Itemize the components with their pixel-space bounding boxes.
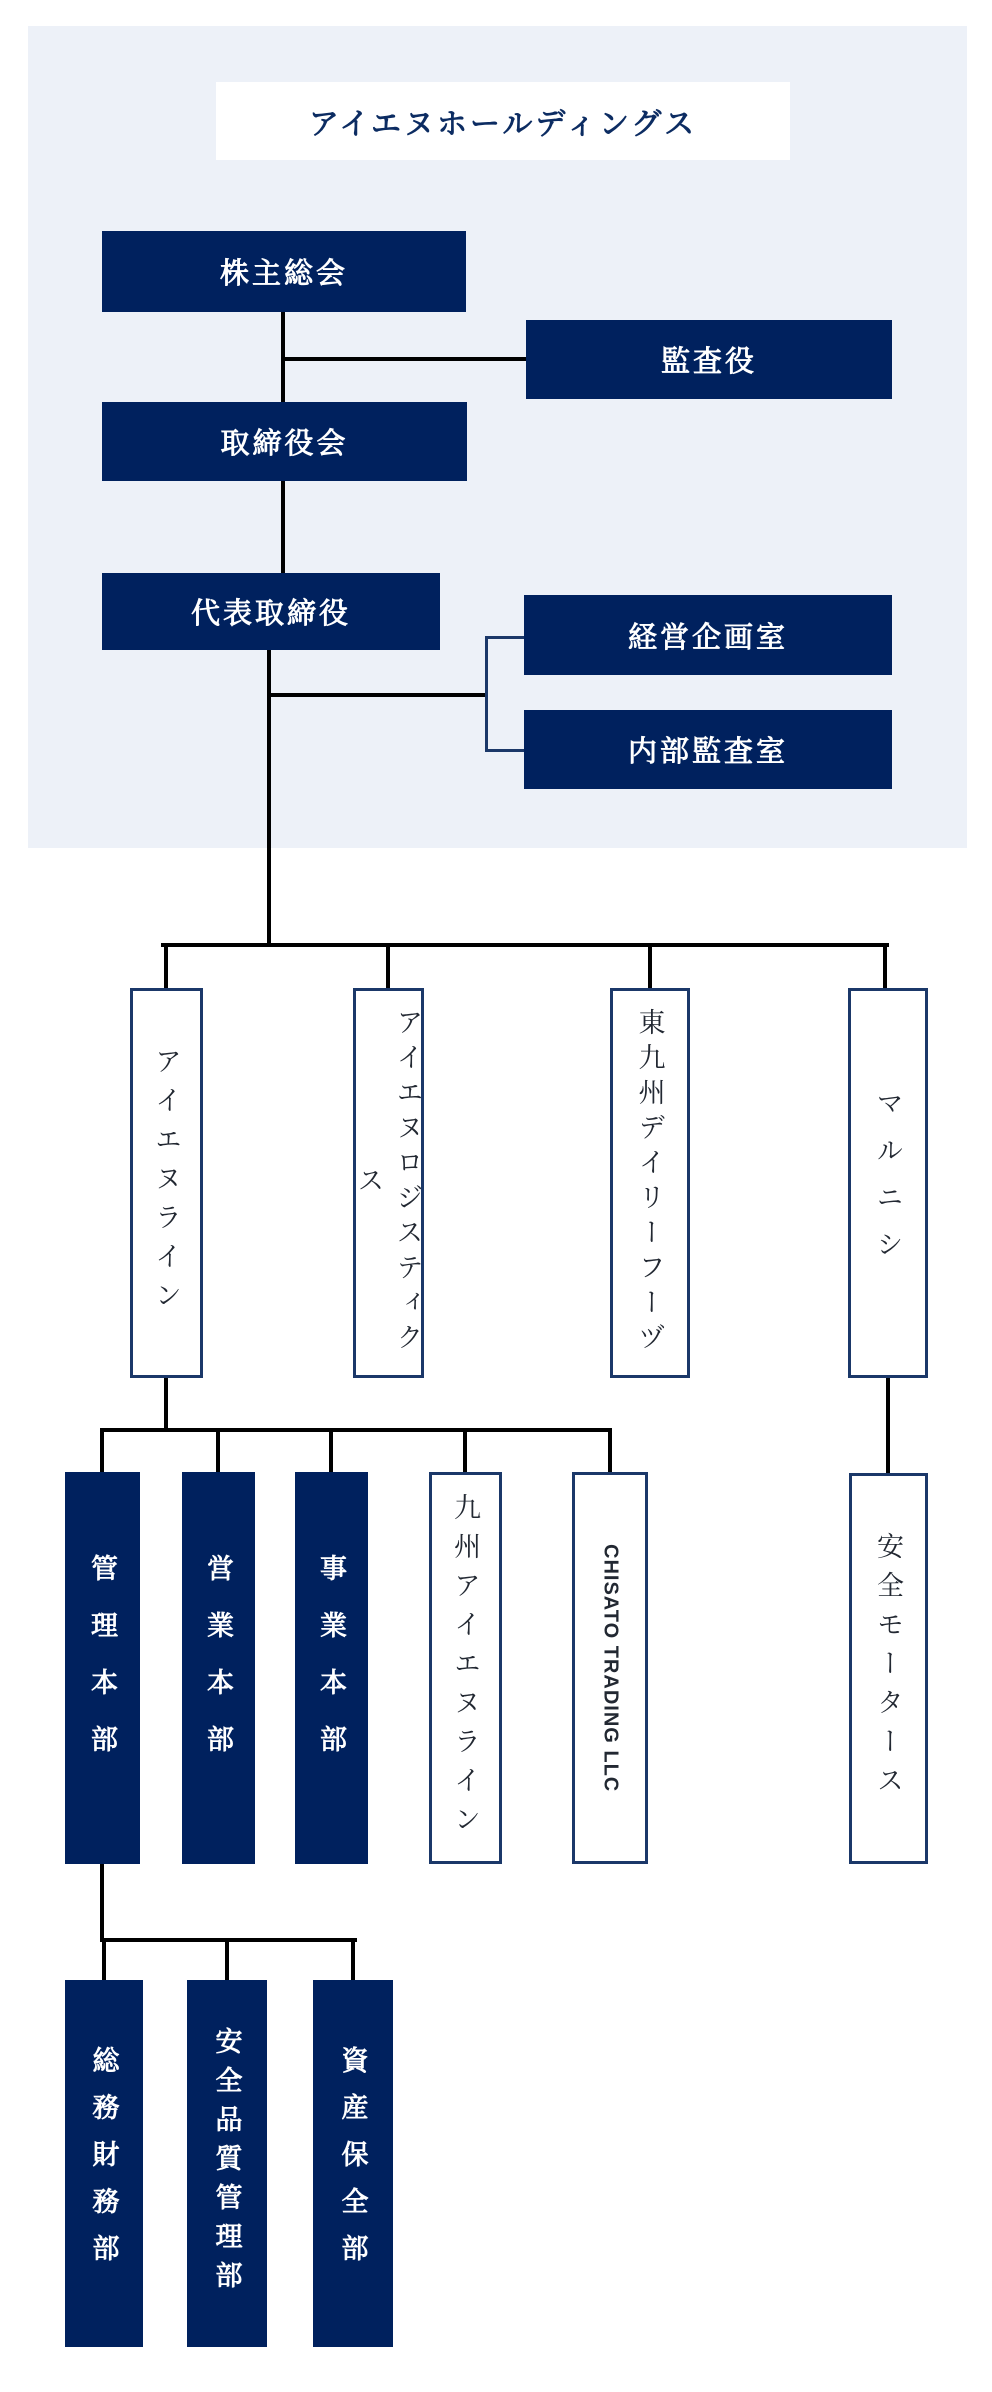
connector-auditor-branch: [283, 357, 526, 361]
connector-admin-trunk: [100, 1864, 104, 1940]
connector-drop: [216, 1432, 220, 1472]
in-line-label: アイエヌライン: [151, 1046, 181, 1320]
asset-preservation-dept-label: 資産保全部: [337, 2046, 368, 2281]
connector-offices-branch: [269, 693, 487, 697]
anzen-motors-label: 安全モータース: [873, 1532, 903, 1805]
org-node-representative-director: [102, 573, 440, 650]
company-title: [216, 82, 790, 160]
in-logistics-label: アイエヌロジスティクス: [353, 1008, 423, 1358]
kyushu-in-line-label: 九州アイエヌライン: [450, 1492, 480, 1844]
org-node-internal-audit-office: [524, 710, 892, 789]
auditor-label: 監査役: [660, 346, 757, 378]
connector-subsidiaries-rail: [161, 943, 889, 947]
connector-drop: [329, 1432, 333, 1472]
org-node-admin-division: [65, 1472, 140, 1864]
board-of-directors-label: 取締役会: [220, 428, 349, 460]
org-node-in-logistics: [353, 988, 424, 1378]
connector-inline-trunk: [164, 1378, 168, 1430]
connector-drop: [102, 1942, 106, 1980]
org-node-general-affairs-finance-dept: [65, 1980, 143, 2347]
org-node-shareholders-meeting: [102, 231, 466, 312]
org-node-kyushu-in-line: [429, 1472, 502, 1864]
bracket-offices-vertical: [485, 636, 488, 752]
internal-audit-office-label: 内部監査室: [627, 736, 788, 768]
bracket-planning-stub: [485, 636, 524, 639]
connector-divisions-rail: [100, 1428, 612, 1432]
connector-drop: [608, 1432, 612, 1472]
higashi-kyushu-daily-foods-label: 東九州デイリーフーヅ: [634, 1008, 665, 1358]
connector-drop: [351, 1942, 355, 1980]
sales-division-label: 営業本部: [203, 1554, 233, 1782]
shareholders-meeting-label: 株主総会: [219, 258, 348, 290]
connector-drop: [883, 947, 887, 988]
connector-board-representative: [281, 481, 285, 573]
org-node-marunishi: [848, 988, 928, 1378]
org-node-business-division: [295, 1472, 368, 1864]
bracket-audit-stub: [485, 749, 524, 752]
connector-drop: [648, 947, 652, 988]
connector-marunishi-child: [886, 1378, 890, 1473]
org-node-auditor: [526, 320, 892, 399]
org-node-board-of-directors: [102, 402, 467, 481]
connector-drop: [386, 947, 390, 988]
org-node-sales-division: [182, 1472, 255, 1864]
connector-drop: [164, 947, 168, 988]
org-node-in-line: [130, 988, 203, 1378]
org-node-higashi-kyushu-daily-foods: [610, 988, 690, 1378]
corporate-planning-office-label: 経営企画室: [627, 621, 788, 654]
general-affairs-finance-dept-label: 総務財務部: [88, 2046, 119, 2281]
org-node-anzen-motors: [849, 1473, 928, 1864]
company-title-label: アイエヌホールディングス: [308, 108, 698, 141]
chisato-trading-label: CHISATO TRADING LLC: [599, 1543, 622, 1793]
marunishi-label: マルニシ: [872, 1089, 903, 1277]
connector-drop: [100, 1432, 104, 1472]
connector-drop: [225, 1942, 229, 1980]
admin-division-label: 管理本部: [87, 1554, 117, 1782]
org-node-safety-quality-control-dept: [187, 1980, 267, 2347]
representative-director-label: 代表取締役: [190, 598, 351, 630]
org-node-chisato-trading: [572, 1472, 648, 1864]
connector-drop: [463, 1432, 467, 1472]
safety-quality-control-dept-label: 安全品質管理部: [211, 2027, 242, 2300]
business-division-label: 事業本部: [316, 1554, 346, 1782]
org-node-asset-preservation-dept: [313, 1980, 393, 2347]
org-node-corporate-planning-office: [524, 595, 892, 675]
